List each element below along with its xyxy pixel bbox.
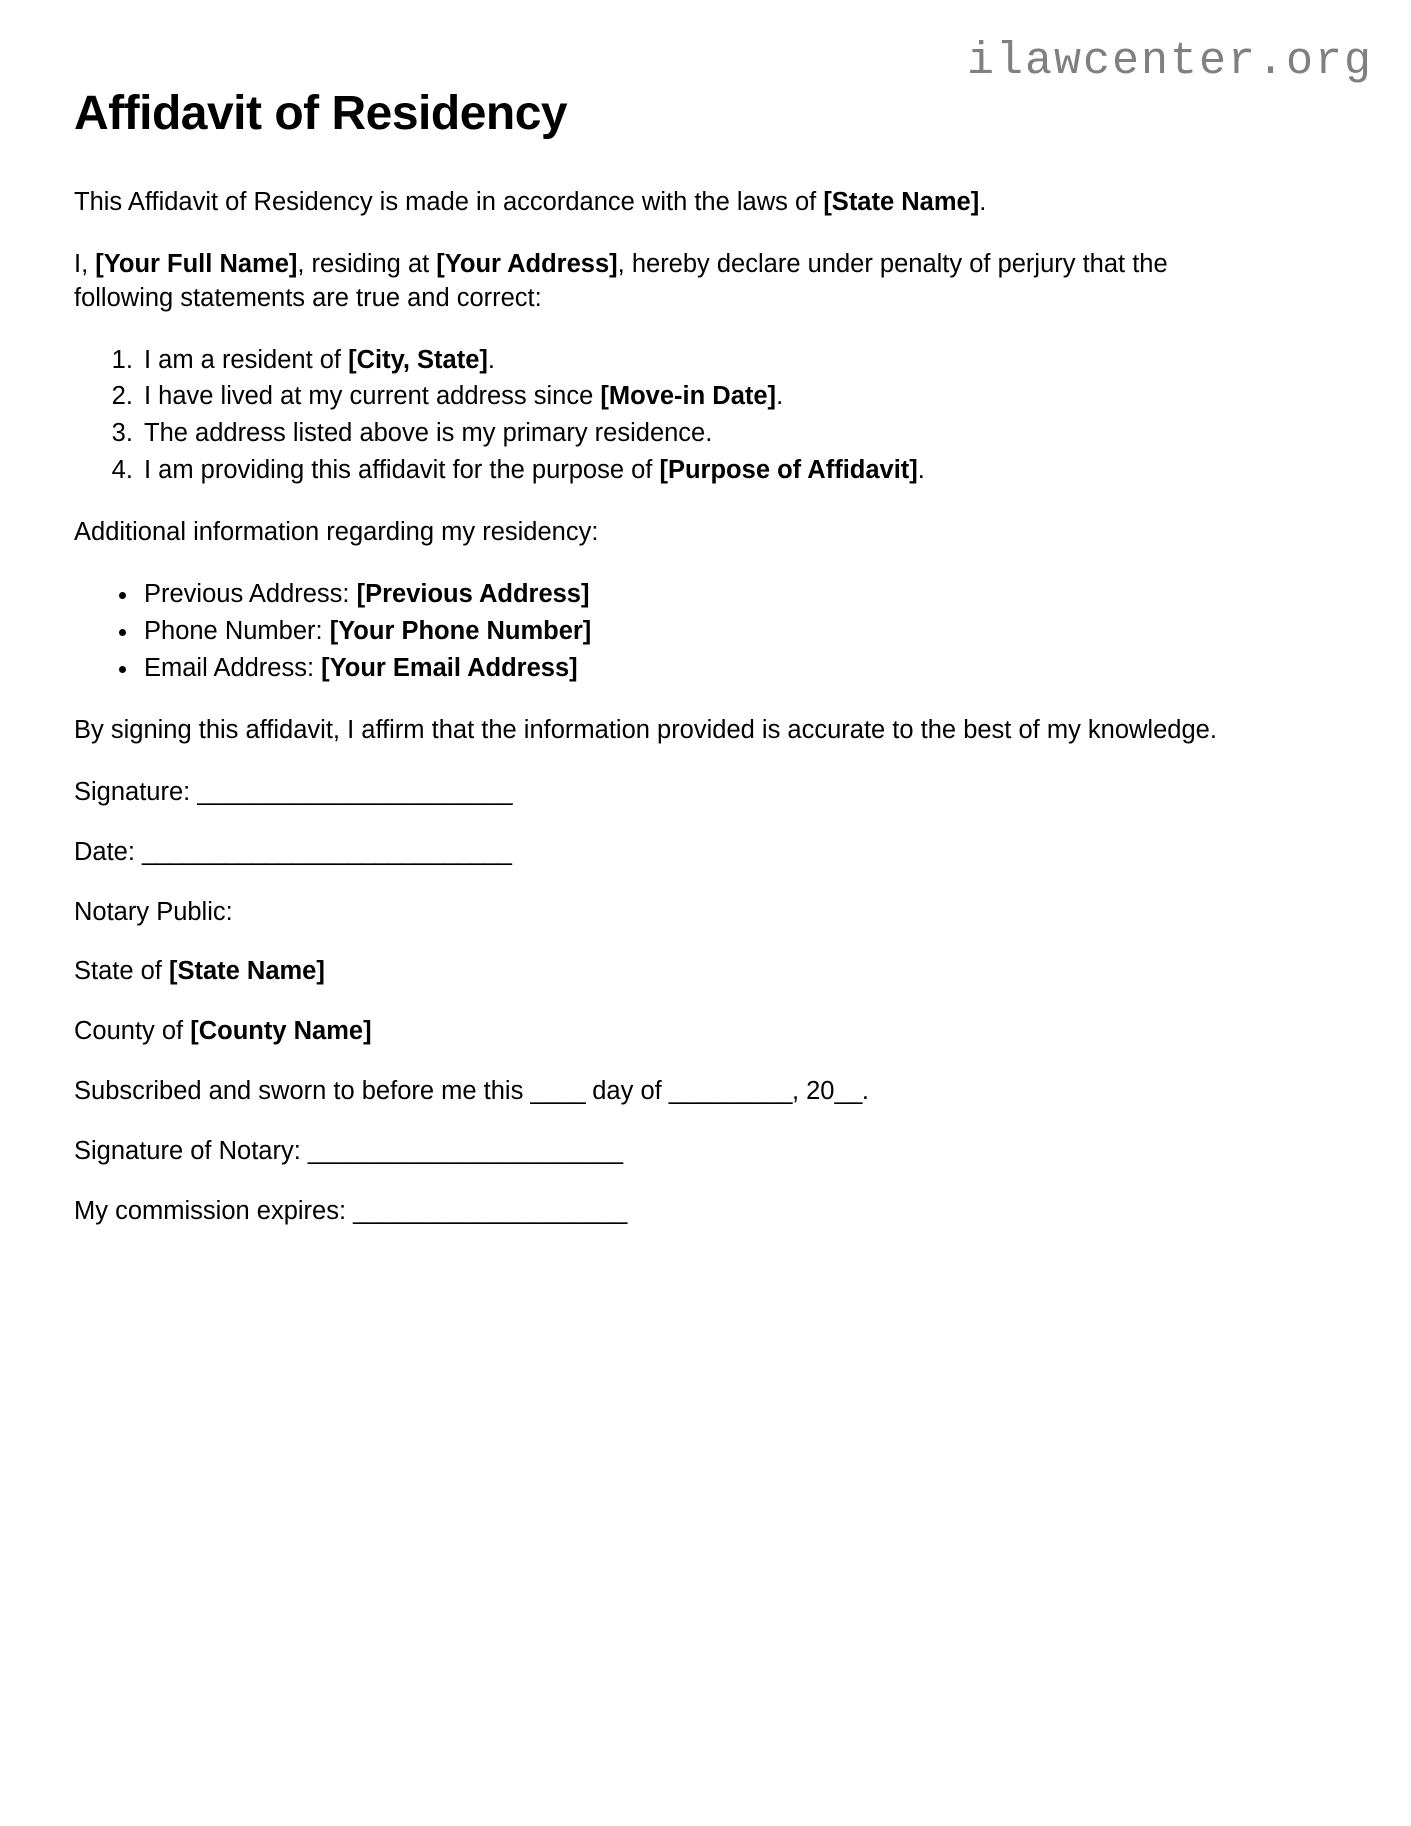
statement-suffix: .: [487, 345, 495, 374]
sworn-text-3: , 20: [791, 1077, 835, 1106]
notary-county-placeholder: [County Name]: [190, 1017, 372, 1046]
sworn-text-4: .: [861, 1077, 869, 1106]
sworn-day-blank[interactable]: ____: [530, 1077, 586, 1106]
additional-info-heading: Additional information regarding my residency:: [74, 518, 599, 547]
statement-placeholder: [City, State]: [348, 345, 488, 374]
intro-paragraph: [74, 186, 1269, 220]
statements-list: [74, 344, 1269, 489]
notary-state-label: State of: [74, 957, 169, 986]
declaration-part-1: I,: [74, 249, 96, 278]
statement-suffix: .: [776, 382, 784, 411]
sworn-statement-field: [74, 1075, 1269, 1109]
list-item: [140, 454, 1269, 488]
date-field: [74, 836, 1269, 870]
statement-text: I am a resident of: [144, 345, 349, 374]
full-name-placeholder: [Your Full Name]: [95, 249, 298, 278]
notary-county-field: [74, 1015, 1269, 1049]
statement-suffix: .: [917, 456, 925, 485]
sworn-text-1: Subscribed and sworn to before me this: [74, 1077, 531, 1106]
statement-text: The address listed above is my primary residence.: [144, 419, 713, 448]
sworn-text-2: day of: [585, 1077, 669, 1106]
statement-text: I am providing this affidavit for the purpose of: [144, 456, 660, 485]
statement-text: I have lived at my current address since: [144, 382, 601, 411]
list-item: [140, 344, 1269, 378]
signature-field: [74, 776, 1269, 810]
document-content: [74, 88, 1269, 1255]
affirmation-paragraph: By signing this affidavit, I affirm that the information provided is accurate to the best of my knowledge.: [74, 715, 1217, 744]
statement-placeholder: [Move-in Date]: [600, 382, 777, 411]
list-item: [140, 417, 1269, 451]
site-watermark: ilawcenter.org: [966, 36, 1373, 87]
notary-county-label: County of: [74, 1017, 191, 1046]
notary-public-heading: Notary Public:: [74, 897, 233, 926]
date-blank[interactable]: ___________________________: [142, 837, 512, 866]
declaration-paragraph: [74, 248, 1269, 316]
address-placeholder: [Your Address]: [436, 249, 618, 278]
page-title: Affidavit of Residency: [74, 87, 568, 140]
info-placeholder: [Your Email Address]: [321, 653, 578, 682]
notary-state-field: [74, 955, 1269, 989]
intro-text-after: .: [979, 187, 987, 216]
info-placeholder: [Your Phone Number]: [329, 616, 592, 645]
list-item: [140, 380, 1269, 414]
additional-info-list: [74, 578, 1269, 686]
intro-text-before: This Affidavit of Residency is made in accordance with the laws of: [74, 187, 824, 216]
notary-signature-blank[interactable]: _______________________: [307, 1137, 623, 1166]
signature-blank[interactable]: _______________________: [197, 777, 513, 806]
notary-signature-field: [74, 1135, 1269, 1169]
info-label: Phone Number:: [144, 616, 330, 645]
notary-state-placeholder: [State Name]: [168, 957, 325, 986]
list-item: [140, 578, 1269, 612]
declaration-part-3: , hereby declare under penalty of perjury that the following statements are true and correct:: [74, 249, 1168, 312]
sworn-year-blank[interactable]: __: [834, 1077, 862, 1106]
info-label: Previous Address:: [144, 580, 357, 609]
sworn-month-blank[interactable]: _________: [668, 1077, 792, 1106]
commission-label: My commission expires:: [74, 1197, 354, 1226]
info-label: Email Address:: [144, 653, 322, 682]
statement-placeholder: [Purpose of Affidavit]: [659, 456, 918, 485]
intro-state-placeholder: [State Name]: [823, 187, 980, 216]
signature-label: Signature:: [74, 777, 198, 806]
declaration-part-2: , residing at: [297, 249, 437, 278]
list-item: [140, 652, 1269, 686]
list-item: [140, 615, 1269, 649]
commission-blank[interactable]: ____________________: [353, 1197, 627, 1226]
notary-signature-label: Signature of Notary:: [74, 1137, 308, 1166]
date-label: Date:: [74, 837, 143, 866]
commission-expires-field: [74, 1195, 1269, 1229]
info-placeholder: [Previous Address]: [356, 580, 590, 609]
